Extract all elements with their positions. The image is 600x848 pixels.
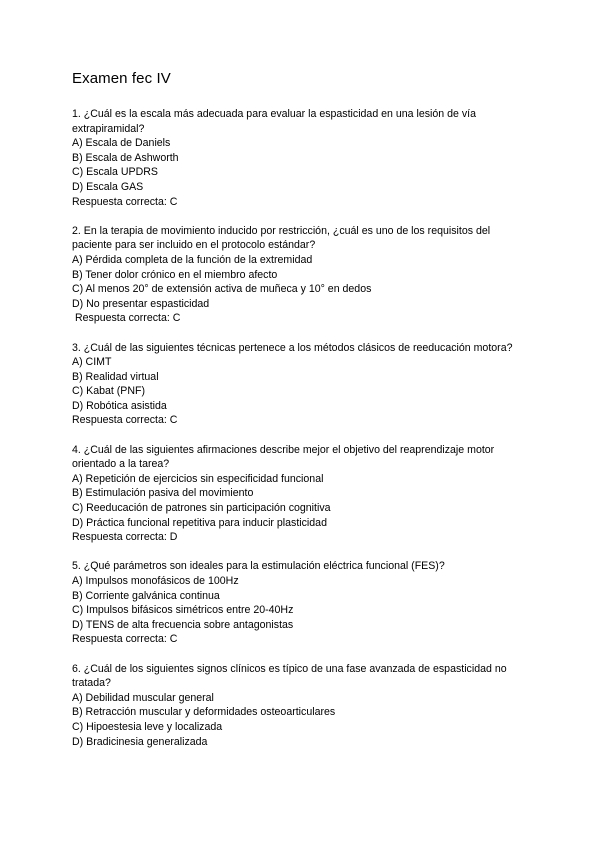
- correct-answer: Respuesta correcta: C: [72, 633, 178, 646]
- option-d: D) TENS de alta frecuencia sobre antagonistas: [72, 618, 294, 631]
- option-a: A) Impulsos monofásicos de 100Hz: [72, 575, 239, 587]
- option-c: C) Impulsos bifásicos simétricos entre 20-40Hz: [72, 604, 294, 617]
- option-c: C) Escala UPDRS: [72, 166, 158, 179]
- option-a: A) CIMT: [72, 356, 112, 369]
- correct-answer: Respuesta correcta: C: [72, 195, 178, 208]
- option-a: A) Debilidad muscular general: [72, 691, 214, 704]
- question-text: 2. En la terapia de movimiento inducido por restricción, ¿cuál es uno de los requisitos del paciente para ser incluido en el protocolo estándar?: [72, 224, 491, 252]
- question-text: 3. ¿Cuál de las siguientes técnicas pertenece a los métodos clásicos de reeducación motora?: [72, 341, 513, 354]
- question-4: [72, 443, 532, 545]
- question-1: [72, 107, 532, 209]
- option-c: C) Hipoestesia leve y localizada: [72, 720, 223, 733]
- option-d: D) No presentar espasticidad: [72, 297, 210, 310]
- question-text: 1. ¿Cuál es la escala más adecuada para evaluar la espasticidad en una lesión de vía extrapiramidal?: [72, 108, 476, 135]
- option-a: A) Escala de Daniels: [72, 137, 171, 150]
- option-d: D) Robótica asistida: [72, 399, 167, 412]
- option-b: B) Realidad virtual: [72, 370, 159, 383]
- option-b: B) Retracción muscular y deformidades osteoarticulares: [72, 706, 336, 719]
- option-c: C) Kabat (PNF): [72, 385, 145, 398]
- question-text: 5. ¿Qué parámetros son ideales para la estimulación eléctrica funcional (FES)?: [72, 560, 445, 573]
- option-d: D) Bradicinesia generalizada: [72, 735, 208, 748]
- question-list: [72, 107, 532, 764]
- question-2: [72, 224, 532, 326]
- question-text: 4. ¿Cuál de las siguientes afirmaciones describe mejor el objetivo del reaprendizaje motor orientado a la tarea?: [72, 443, 495, 471]
- option-b: B) Escala de Ashworth: [72, 151, 179, 164]
- question-5: [72, 559, 532, 647]
- correct-answer: Respuesta correcta: C: [72, 414, 178, 427]
- option-d: D) Práctica funcional repetitiva para inducir plasticidad: [72, 516, 327, 529]
- option-c: C) Reeducación de patrones sin participación cognitiva: [72, 502, 331, 515]
- option-b: B) Corriente galvánica continua: [72, 589, 220, 602]
- option-d: D) Escala GAS: [72, 180, 144, 193]
- option-b: B) Tener dolor crónico en el miembro afecto: [72, 268, 278, 281]
- question-text: 6. ¿Cuál de los siguientes signos clínicos es típico de una fase avanzada de espasticidad no tratada?: [72, 662, 507, 690]
- correct-answer: Respuesta correcta: D: [72, 531, 178, 544]
- option-c: C) Al menos 20° de extensión activa de muñeca y 10° en dedos: [72, 283, 372, 296]
- correct-answer: Respuesta correcta: C: [75, 312, 181, 325]
- question-3: [72, 341, 532, 429]
- document-title: Examen fec IV: [72, 70, 171, 87]
- question-6: [72, 662, 532, 750]
- option-b: B) Estimulación pasiva del movimiento: [72, 487, 254, 500]
- option-a: A) Repetición de ejercicios sin especificidad funcional: [72, 472, 324, 485]
- option-a: A) Pérdida completa de la función de la extremidad: [72, 253, 313, 266]
